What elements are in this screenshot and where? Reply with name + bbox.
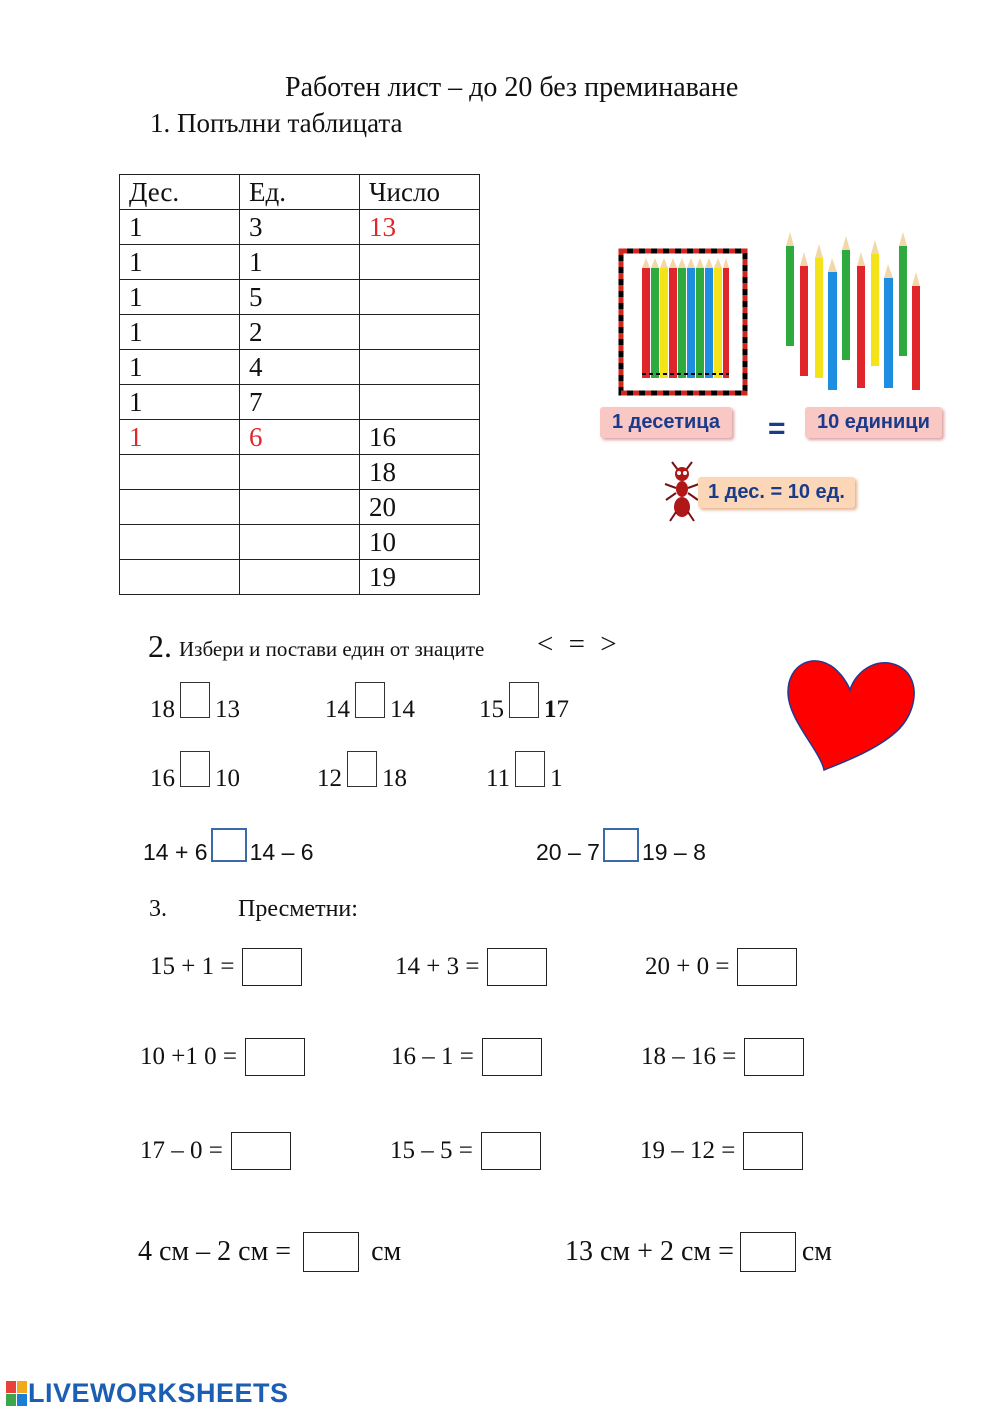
- table-cell-number[interactable]: [360, 350, 480, 385]
- compare-item: [479, 688, 569, 724]
- logo-mark-icon: [6, 1381, 28, 1407]
- answer-box[interactable]: [245, 1038, 305, 1076]
- loose-pencils-icon: [780, 226, 925, 396]
- table-cell-tens[interactable]: 1: [120, 315, 240, 350]
- liveworksheets-logo[interactable]: [6, 1378, 289, 1409]
- table-row: [120, 245, 480, 280]
- answer-box[interactable]: [509, 682, 539, 718]
- answer-box[interactable]: [482, 1038, 542, 1076]
- table-cell-tens[interactable]: [120, 560, 240, 595]
- compare-left: 16: [150, 765, 175, 792]
- calc-expression: 20 + 0 =: [645, 953, 730, 980]
- compare-item: [150, 688, 240, 724]
- table-cell-number[interactable]: 10: [360, 525, 480, 560]
- cm-task: [138, 1232, 401, 1272]
- table-cell-tens[interactable]: [120, 455, 240, 490]
- table-header-row: [120, 175, 480, 210]
- compare-right: 14: [390, 696, 415, 723]
- section-2-number: 2.: [148, 628, 172, 664]
- table-cell-number[interactable]: 16: [360, 420, 480, 455]
- cm-expression: 4 см – 2 см =: [138, 1236, 292, 1267]
- comparison-signs: < = >: [537, 628, 621, 660]
- column-header-units: Ед.: [240, 175, 360, 210]
- table-cell-units[interactable]: 5: [240, 280, 360, 315]
- column-header-tens: Дес.: [120, 175, 240, 210]
- table-row: [120, 560, 480, 595]
- calc-item: [641, 1038, 804, 1076]
- table-cell-tens[interactable]: 1: [120, 385, 240, 420]
- table-row: [120, 280, 480, 315]
- section-1-title: 1. Попълни таблицата: [150, 108, 403, 138]
- table-cell-tens[interactable]: 1: [120, 280, 240, 315]
- calc-expression: 18 – 16 =: [641, 1043, 737, 1070]
- compare-right: 18: [382, 765, 407, 792]
- compare-right-rest: 7: [556, 696, 569, 723]
- ant-label: 1 дес. = 10 ед.: [698, 477, 855, 508]
- compare-expression: [536, 832, 706, 866]
- calc-item: [140, 1038, 305, 1076]
- answer-box[interactable]: [180, 682, 210, 718]
- units-label: 10 единици: [805, 407, 942, 438]
- table-row: [120, 490, 480, 525]
- table-row: [120, 525, 480, 560]
- table-cell-units[interactable]: 2: [240, 315, 360, 350]
- calc-expression: 19 – 12 =: [640, 1137, 736, 1164]
- answer-box[interactable]: [737, 948, 797, 986]
- table-cell-number[interactable]: 20: [360, 490, 480, 525]
- answer-box[interactable]: [740, 1232, 796, 1272]
- table-cell-tens[interactable]: 1: [120, 420, 240, 455]
- answer-box[interactable]: [743, 1132, 803, 1170]
- answer-box[interactable]: [211, 828, 247, 862]
- compare-left: 15: [479, 696, 504, 723]
- calc-expression: 15 – 5 =: [390, 1137, 473, 1164]
- table-cell-tens[interactable]: [120, 490, 240, 525]
- answer-box[interactable]: [481, 1132, 541, 1170]
- table-cell-units[interactable]: 4: [240, 350, 360, 385]
- table-cell-number[interactable]: [360, 315, 480, 350]
- calc-expression: 14 + 3 =: [395, 953, 480, 980]
- table-cell-units[interactable]: [240, 525, 360, 560]
- compare-left: 14: [325, 696, 350, 723]
- answer-box[interactable]: [487, 948, 547, 986]
- compare-item: [317, 757, 407, 793]
- table-cell-units[interactable]: 7: [240, 385, 360, 420]
- compare-item: [150, 757, 240, 793]
- compare-item: [486, 757, 563, 793]
- section-3-title: Пресметни:: [238, 896, 358, 922]
- compare-right: 1: [550, 765, 563, 792]
- compare-left: 18: [150, 696, 175, 723]
- cm-task: [565, 1232, 832, 1272]
- section-3-number: 3.: [149, 896, 167, 922]
- compare-right: 10: [215, 765, 240, 792]
- compare-left: 12: [317, 765, 342, 792]
- table-row: [120, 385, 480, 420]
- answer-box[interactable]: [180, 751, 210, 787]
- table-cell-number[interactable]: 19: [360, 560, 480, 595]
- compare-right: 14 – 6: [249, 839, 314, 865]
- compare-left: 14 + 6: [143, 839, 208, 865]
- answer-box[interactable]: [347, 751, 377, 787]
- table-cell-tens[interactable]: 1: [120, 245, 240, 280]
- compare-left: 20 – 7: [536, 839, 600, 865]
- page-title: Работен лист – до 20 без преминаване: [285, 72, 739, 103]
- table-cell-number[interactable]: [360, 245, 480, 280]
- calc-item: [391, 1038, 542, 1076]
- pencil-bundle-icon: [618, 248, 748, 396]
- table-cell-units[interactable]: 1: [240, 245, 360, 280]
- ant-icon: [662, 460, 702, 522]
- column-header-number: Число: [360, 175, 480, 210]
- table-row: [120, 420, 480, 455]
- calc-item: [640, 1132, 803, 1170]
- cm-unit: см: [801, 1236, 833, 1267]
- compare-right: 13: [215, 696, 240, 723]
- brand-name: LIVEWORKSHEETS: [28, 1378, 289, 1408]
- answer-box[interactable]: [355, 682, 385, 718]
- table-cell-units[interactable]: [240, 560, 360, 595]
- tens-label: 1 десетица: [600, 407, 732, 438]
- table-cell-number[interactable]: 13: [360, 210, 480, 245]
- calc-item: [150, 948, 302, 986]
- answer-box[interactable]: [744, 1038, 804, 1076]
- heart-icon: [784, 650, 919, 775]
- table-row: [120, 350, 480, 385]
- table-cell-tens[interactable]: [120, 525, 240, 560]
- table-cell-number[interactable]: [360, 385, 480, 420]
- table-row: [120, 210, 480, 245]
- table-cell-number[interactable]: 18: [360, 455, 480, 490]
- compare-right: 19 – 8: [641, 839, 706, 865]
- calc-item: [395, 948, 547, 986]
- calc-item: [140, 1132, 291, 1170]
- compare-expression: [143, 832, 314, 866]
- table-cell-tens[interactable]: 1: [120, 210, 240, 245]
- table-row: [120, 315, 480, 350]
- calc-item: [390, 1132, 541, 1170]
- compare-right-bold: 1: [544, 696, 557, 723]
- answer-box[interactable]: [231, 1132, 291, 1170]
- table-cell-tens[interactable]: 1: [120, 350, 240, 385]
- table-cell-units[interactable]: 6: [240, 420, 360, 455]
- section-2-title: Избери и постави един от знаците: [179, 637, 485, 661]
- compare-right: [544, 696, 569, 724]
- compare-left: 11: [486, 765, 511, 792]
- calc-item: [645, 948, 797, 986]
- table-row: [120, 455, 480, 490]
- answer-box[interactable]: [603, 828, 639, 862]
- table-cell-units[interactable]: 3: [240, 210, 360, 245]
- table-cell-units[interactable]: [240, 455, 360, 490]
- calc-expression: 16 – 1 =: [391, 1043, 474, 1070]
- cm-unit: см: [371, 1236, 402, 1267]
- table-cell-number[interactable]: [360, 280, 480, 315]
- cm-expression: 13 см + 2 см =: [565, 1236, 734, 1267]
- table-cell-units[interactable]: [240, 490, 360, 525]
- answer-box[interactable]: [303, 1232, 359, 1272]
- calc-expression: 10 +1 0 =: [140, 1043, 237, 1070]
- equals-sign: =: [768, 412, 786, 445]
- calc-expression: 17 – 0 =: [140, 1137, 223, 1164]
- calc-expression: 15 + 1 =: [150, 953, 235, 980]
- answer-box[interactable]: [242, 948, 302, 986]
- tens-units-table: [119, 174, 480, 595]
- answer-box[interactable]: [515, 751, 545, 787]
- compare-item: [325, 688, 415, 724]
